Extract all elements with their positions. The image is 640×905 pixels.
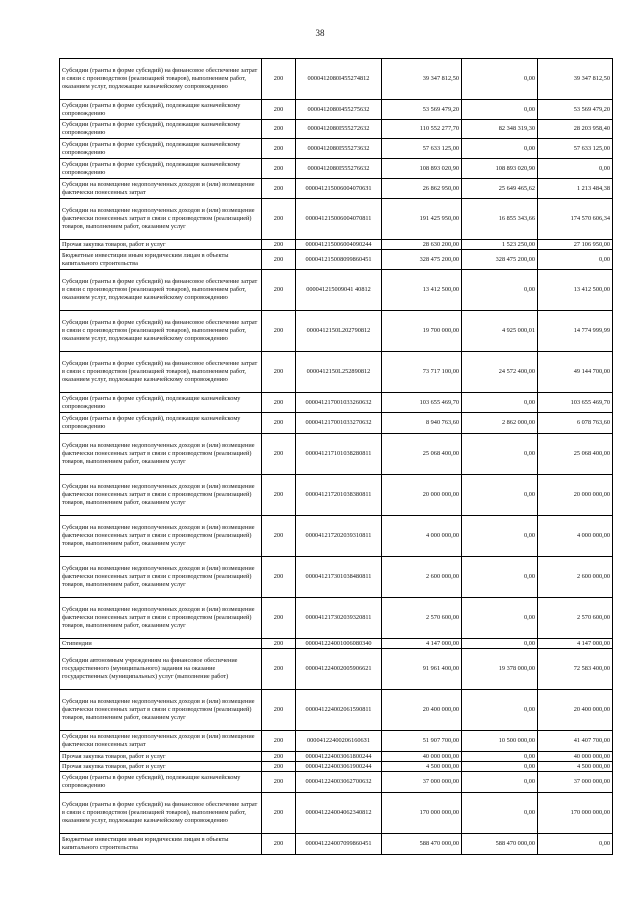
table-row bbox=[60, 59, 613, 100]
row-kbk-code: 000041215006004090244 bbox=[296, 240, 382, 250]
row-unexecuted-amount: 4 500 000,00 bbox=[538, 762, 613, 772]
row-name: Субсидии (гранты в форме субсидий) на финансовое обеспечение затрат в связи с производством (реализацией товаров), выполнением работ, оказанием услуг, подлежащие казначейскому сопровождению bbox=[60, 793, 262, 834]
table-row bbox=[60, 793, 613, 834]
row-approved-amount: 2 570 600,00 bbox=[382, 598, 462, 639]
row-executed-amount: 108 893 020,90 bbox=[462, 159, 538, 179]
row-executed-amount: 0,00 bbox=[462, 139, 538, 159]
table-row bbox=[60, 649, 613, 690]
row-approved-amount: 20 000 000,00 bbox=[382, 475, 462, 516]
row-unexecuted-amount: 28 203 958,40 bbox=[538, 120, 613, 139]
table-row bbox=[60, 557, 613, 598]
row-approved-amount: 108 893 020,90 bbox=[382, 159, 462, 179]
row-approved-amount: 8 940 763,60 bbox=[382, 413, 462, 434]
table-row bbox=[60, 690, 613, 731]
row-approved-amount: 39 347 812,50 bbox=[382, 59, 462, 100]
row-code: 200 bbox=[262, 270, 296, 311]
row-kbk-code: 0000412080I555272632 bbox=[296, 120, 382, 139]
row-name: Субсидии автономным учреждениям на финансовое обеспечение государственного (муниципального) задания на оказание государственных (муниципальных) услуг (выполнение работ) bbox=[60, 649, 262, 690]
row-kbk-code: 0000412080I455274812 bbox=[296, 59, 382, 100]
row-kbk-code: 000041217302039320811 bbox=[296, 598, 382, 639]
row-kbk-code: 000041224002061590811 bbox=[296, 690, 382, 731]
row-unexecuted-amount: 13 412 500,00 bbox=[538, 270, 613, 311]
row-unexecuted-amount: 0,00 bbox=[538, 834, 613, 855]
table-row bbox=[60, 240, 613, 250]
row-executed-amount: 24 572 400,00 bbox=[462, 352, 538, 393]
table-row bbox=[60, 834, 613, 855]
row-kbk-code: 0000412150060040706З1 bbox=[296, 179, 382, 199]
row-unexecuted-amount: 53 569 479,20 bbox=[538, 100, 613, 120]
row-executed-amount: 0,00 bbox=[462, 100, 538, 120]
row-approved-amount: 20 400 000,00 bbox=[382, 690, 462, 731]
row-unexecuted-amount: 20 400 000,00 bbox=[538, 690, 613, 731]
row-name: Субсидии (гранты в форме субсидий), подлежащие казначейскому сопровождению bbox=[60, 100, 262, 120]
row-code: 200 bbox=[262, 159, 296, 179]
row-approved-amount: 13 412 500,00 bbox=[382, 270, 462, 311]
row-name: Субсидии на возмещение недополученных доходов и (или) возмещение фактически понесенных затрат в связи с производством (реализацией) товаров, выполнением работ, оказанием услуг bbox=[60, 434, 262, 475]
row-approved-amount: 588 470 000,00 bbox=[382, 834, 462, 855]
row-kbk-code: 0000412080I555276632 bbox=[296, 159, 382, 179]
page-number: 38 bbox=[315, 28, 325, 38]
table-row bbox=[60, 159, 613, 179]
row-executed-amount: 4 925 000,01 bbox=[462, 311, 538, 352]
row-unexecuted-amount: 40 000 000,00 bbox=[538, 752, 613, 762]
row-approved-amount: 191 425 950,00 bbox=[382, 199, 462, 240]
table-row bbox=[60, 639, 613, 649]
row-name: Субсидии на возмещение недополученных доходов и (или) возмещение фактически понесенных затрат в связи с производством (реализацией) товаров, выполнением работ, оказанием услуг bbox=[60, 557, 262, 598]
row-kbk-code: 000041215008099860451 bbox=[296, 250, 382, 270]
row-unexecuted-amount: 14 774 999,99 bbox=[538, 311, 613, 352]
row-executed-amount: 0,00 bbox=[462, 639, 538, 649]
table-row bbox=[60, 752, 613, 762]
table-row bbox=[60, 120, 613, 139]
row-kbk-code: 000041217101038280811 bbox=[296, 434, 382, 475]
row-executed-amount: 0,00 bbox=[462, 598, 538, 639]
row-kbk-code: 000041217202039310811 bbox=[296, 516, 382, 557]
row-code: 200 bbox=[262, 393, 296, 413]
row-approved-amount: 4 000 000,00 bbox=[382, 516, 462, 557]
table-row bbox=[60, 475, 613, 516]
row-executed-amount: 1 523 250,00 bbox=[462, 240, 538, 250]
row-code: 200 bbox=[262, 139, 296, 159]
row-executed-amount: 328 475 200,00 bbox=[462, 250, 538, 270]
row-code: 200 bbox=[262, 772, 296, 793]
row-kbk-code: 000041217001033270632 bbox=[296, 413, 382, 434]
row-kbk-code: 000041224002005906621 bbox=[296, 649, 382, 690]
row-code: 200 bbox=[262, 199, 296, 240]
row-executed-amount: 19 378 000,00 bbox=[462, 649, 538, 690]
table-row bbox=[60, 598, 613, 639]
row-approved-amount: 25 068 400,00 bbox=[382, 434, 462, 475]
row-name: Прочая закупка товаров, работ и услуг bbox=[60, 762, 262, 772]
row-code: 200 bbox=[262, 100, 296, 120]
row-name: Субсидии на возмещение недополученных доходов и (или) возмещение фактически понесенных затрат в связи с производством (реализацией) товаров, выполнением работ, оказанием услуг bbox=[60, 598, 262, 639]
row-approved-amount: 51 907 700,00 bbox=[382, 731, 462, 752]
row-name: Субсидии на возмещение недополученных доходов и (или) возмещение фактически понесенных затрат в связи с производством (реализацией) товаров, выполнением работ, оказанием услуг bbox=[60, 199, 262, 240]
row-executed-amount: 2 862 000,00 bbox=[462, 413, 538, 434]
row-unexecuted-amount: 170 000 000,00 bbox=[538, 793, 613, 834]
row-executed-amount: 0,00 bbox=[462, 762, 538, 772]
row-code: 200 bbox=[262, 352, 296, 393]
table-row bbox=[60, 199, 613, 240]
row-name: Субсидии (гранты в форме субсидий), подлежащие казначейскому сопровождению bbox=[60, 413, 262, 434]
row-executed-amount: 0,00 bbox=[462, 393, 538, 413]
table-row bbox=[60, 772, 613, 793]
row-name: Субсидии (гранты в форме субсидий), подлежащие казначейскому сопровождению bbox=[60, 393, 262, 413]
row-kbk-code: 000041224003062700632 bbox=[296, 772, 382, 793]
row-name: Субсидии на возмещение недополученных доходов и (или) возмещение фактически понесенных затрат bbox=[60, 179, 262, 199]
row-unexecuted-amount: 39 347 812,50 bbox=[538, 59, 613, 100]
row-code: 200 bbox=[262, 752, 296, 762]
row-executed-amount: 82 348 319,30 bbox=[462, 120, 538, 139]
row-unexecuted-amount: 57 633 125,00 bbox=[538, 139, 613, 159]
row-executed-amount: 0,00 bbox=[462, 690, 538, 731]
row-name: Стипендии bbox=[60, 639, 262, 649]
row-approved-amount: 91 961 400,00 bbox=[382, 649, 462, 690]
row-approved-amount: 28 630 200,00 bbox=[382, 240, 462, 250]
row-name: Субсидии (гранты в форме субсидий), подлежащие казначейскому сопровождению bbox=[60, 159, 262, 179]
row-approved-amount: 26 862 950,00 bbox=[382, 179, 462, 199]
table-row bbox=[60, 179, 613, 199]
row-name: Субсидии на возмещение недополученных доходов и (или) возмещение фактически понесенных затрат в связи с производством (реализацией) товаров, выполнением работ, оказанием услуг bbox=[60, 690, 262, 731]
row-code: 200 bbox=[262, 311, 296, 352]
row-executed-amount: 0,00 bbox=[462, 59, 538, 100]
row-approved-amount: 110 552 277,70 bbox=[382, 120, 462, 139]
row-kbk-code: 000041224007099860451 bbox=[296, 834, 382, 855]
row-approved-amount: 73 717 100,00 bbox=[382, 352, 462, 393]
row-code: 200 bbox=[262, 434, 296, 475]
row-unexecuted-amount: 4 147 000,00 bbox=[538, 639, 613, 649]
row-kbk-code: 000041217301038480811 bbox=[296, 557, 382, 598]
row-unexecuted-amount: 103 655 469,70 bbox=[538, 393, 613, 413]
budget-table-body bbox=[60, 59, 613, 855]
row-unexecuted-amount: 41 407 700,00 bbox=[538, 731, 613, 752]
row-unexecuted-amount: 27 106 950,00 bbox=[538, 240, 613, 250]
row-approved-amount: 40 000 000,00 bbox=[382, 752, 462, 762]
row-kbk-code: 000041224001006080340 bbox=[296, 639, 382, 649]
row-code: 200 bbox=[262, 120, 296, 139]
row-approved-amount: 103 655 469,70 bbox=[382, 393, 462, 413]
row-unexecuted-amount: 37 000 000,00 bbox=[538, 772, 613, 793]
row-unexecuted-amount: 0,00 bbox=[538, 159, 613, 179]
row-name: Прочая закупка товаров, работ и услуг bbox=[60, 752, 262, 762]
row-name: Субсидии (гранты в форме субсидий) на финансовое обеспечение затрат в связи с производством (реализацией товаров), выполнением работ, оказанием услуг, подлежащие казначейскому сопровождению bbox=[60, 59, 262, 100]
row-approved-amount: 53 569 479,20 bbox=[382, 100, 462, 120]
row-code: 200 bbox=[262, 731, 296, 752]
table-row bbox=[60, 139, 613, 159]
row-name: Субсидии на возмещение недополученных доходов и (или) возмещение фактически понесенных затрат в связи с производством (реализацией) товаров, выполнением работ, оказанием услуг bbox=[60, 475, 262, 516]
table-row bbox=[60, 434, 613, 475]
row-executed-amount: 0,00 bbox=[462, 772, 538, 793]
row-kbk-code: 000041215009041 40812 bbox=[296, 270, 382, 311]
row-name: Субсидии на возмещение недополученных доходов и (или) возмещение фактически понесенных затрат bbox=[60, 731, 262, 752]
row-name: Субсидии (гранты в форме субсидий), подлежащие казначейскому сопровождению bbox=[60, 139, 262, 159]
row-name: Бюджетные инвестиции иным юридическим лицам в объекты капитального строительства bbox=[60, 250, 262, 270]
row-code: 200 bbox=[262, 59, 296, 100]
row-code: 200 bbox=[262, 557, 296, 598]
row-name: Бюджетные инвестиции иным юридическим лицам в объекты капитального строительства bbox=[60, 834, 262, 855]
row-executed-amount: 588 470 000,00 bbox=[462, 834, 538, 855]
row-approved-amount: 4 147 000,00 bbox=[382, 639, 462, 649]
table-row bbox=[60, 352, 613, 393]
row-code: 200 bbox=[262, 649, 296, 690]
row-unexecuted-amount: 25 068 400,00 bbox=[538, 434, 613, 475]
row-kbk-code: 0000412150L202790812 bbox=[296, 311, 382, 352]
row-executed-amount: 0,00 bbox=[462, 270, 538, 311]
row-kbk-code: 000041217201038380811 bbox=[296, 475, 382, 516]
row-code: 200 bbox=[262, 475, 296, 516]
row-approved-amount: 328 475 200,00 bbox=[382, 250, 462, 270]
row-unexecuted-amount: 72 583 400,00 bbox=[538, 649, 613, 690]
row-kbk-code: 000041224003061800244 bbox=[296, 752, 382, 762]
table-row bbox=[60, 311, 613, 352]
budget-table bbox=[59, 58, 613, 855]
row-unexecuted-amount: 49 144 700,00 bbox=[538, 352, 613, 393]
row-name: Субсидии на возмещение недополученных доходов и (или) возмещение фактически понесенных затрат в связи с производством (реализацией) товаров, выполнением работ, оказанием услуг bbox=[60, 516, 262, 557]
row-kbk-code: 0000412150L252890812 bbox=[296, 352, 382, 393]
row-code: 200 bbox=[262, 179, 296, 199]
row-kbk-code: 0000412080I555273632 bbox=[296, 139, 382, 159]
row-executed-amount: 0,00 bbox=[462, 793, 538, 834]
table-row bbox=[60, 762, 613, 772]
table-row bbox=[60, 100, 613, 120]
row-code: 200 bbox=[262, 598, 296, 639]
row-code: 200 bbox=[262, 834, 296, 855]
row-approved-amount: 57 633 125,00 bbox=[382, 139, 462, 159]
row-unexecuted-amount: 6 078 763,60 bbox=[538, 413, 613, 434]
row-name: Субсидии (гранты в форме субсидий), подлежащие казначейскому сопровождению bbox=[60, 120, 262, 139]
table-row bbox=[60, 270, 613, 311]
row-name: Субсидии (гранты в форме субсидий) на финансовое обеспечение затрат в связи с производством (реализацией товаров), выполнением работ, оказанием услуг, подлежащие казначейскому сопровождению bbox=[60, 352, 262, 393]
row-code: 200 bbox=[262, 516, 296, 557]
row-unexecuted-amount: 2 600 000,00 bbox=[538, 557, 613, 598]
row-executed-amount: 25 649 465,62 bbox=[462, 179, 538, 199]
row-executed-amount: 0,00 bbox=[462, 516, 538, 557]
row-unexecuted-amount: 2 570 600,00 bbox=[538, 598, 613, 639]
table-row bbox=[60, 516, 613, 557]
row-code: 200 bbox=[262, 690, 296, 731]
row-executed-amount: 0,00 bbox=[462, 434, 538, 475]
row-executed-amount: 10 500 000,00 bbox=[462, 731, 538, 752]
row-kbk-code: 0000412080I455275632 bbox=[296, 100, 382, 120]
row-name: Субсидии (гранты в форме субсидий), подлежащие казначейскому сопровождению bbox=[60, 772, 262, 793]
table-row bbox=[60, 731, 613, 752]
row-executed-amount: 0,00 bbox=[462, 557, 538, 598]
row-unexecuted-amount: 174 570 606,34 bbox=[538, 199, 613, 240]
row-name: Субсидии (гранты в форме субсидий) на финансовое обеспечение затрат в связи с производством (реализацией товаров), выполнением работ, оказанием услуг, подлежащие казначейскому сопровождению bbox=[60, 311, 262, 352]
row-unexecuted-amount: 1 213 484,38 bbox=[538, 179, 613, 199]
row-executed-amount: 0,00 bbox=[462, 475, 538, 516]
row-name: Прочая закупка товаров, работ и услуг bbox=[60, 240, 262, 250]
row-unexecuted-amount: 20 000 000,00 bbox=[538, 475, 613, 516]
row-code: 200 bbox=[262, 639, 296, 649]
row-code: 200 bbox=[262, 413, 296, 434]
row-kbk-code: 000041215006004070811 bbox=[296, 199, 382, 240]
row-name: Субсидии (гранты в форме субсидий) на финансовое обеспечение затрат в связи с производством (реализацией товаров), выполнением работ, оказанием услуг, подлежащие казначейскому сопровождению bbox=[60, 270, 262, 311]
row-code: 200 bbox=[262, 250, 296, 270]
row-approved-amount: 170 000 000,00 bbox=[382, 793, 462, 834]
row-code: 200 bbox=[262, 240, 296, 250]
row-code: 200 bbox=[262, 762, 296, 772]
row-approved-amount: 19 700 000,00 bbox=[382, 311, 462, 352]
row-kbk-code: 000041224003061900244 bbox=[296, 762, 382, 772]
row-kbk-code: 000041217001033260632 bbox=[296, 393, 382, 413]
row-unexecuted-amount: 4 000 000,00 bbox=[538, 516, 613, 557]
row-approved-amount: 4 500 000,00 bbox=[382, 762, 462, 772]
table-row bbox=[60, 413, 613, 434]
row-executed-amount: 0,00 bbox=[462, 752, 538, 762]
row-approved-amount: 2 600 000,00 bbox=[382, 557, 462, 598]
row-executed-amount: 16 855 343,66 bbox=[462, 199, 538, 240]
row-kbk-code: 000041224004062340812 bbox=[296, 793, 382, 834]
table-row bbox=[60, 250, 613, 270]
table-row bbox=[60, 393, 613, 413]
row-unexecuted-amount: 0,00 bbox=[538, 250, 613, 270]
row-approved-amount: 37 000 000,00 bbox=[382, 772, 462, 793]
row-kbk-code: 000041224002061606З1 bbox=[296, 731, 382, 752]
row-code: 200 bbox=[262, 793, 296, 834]
